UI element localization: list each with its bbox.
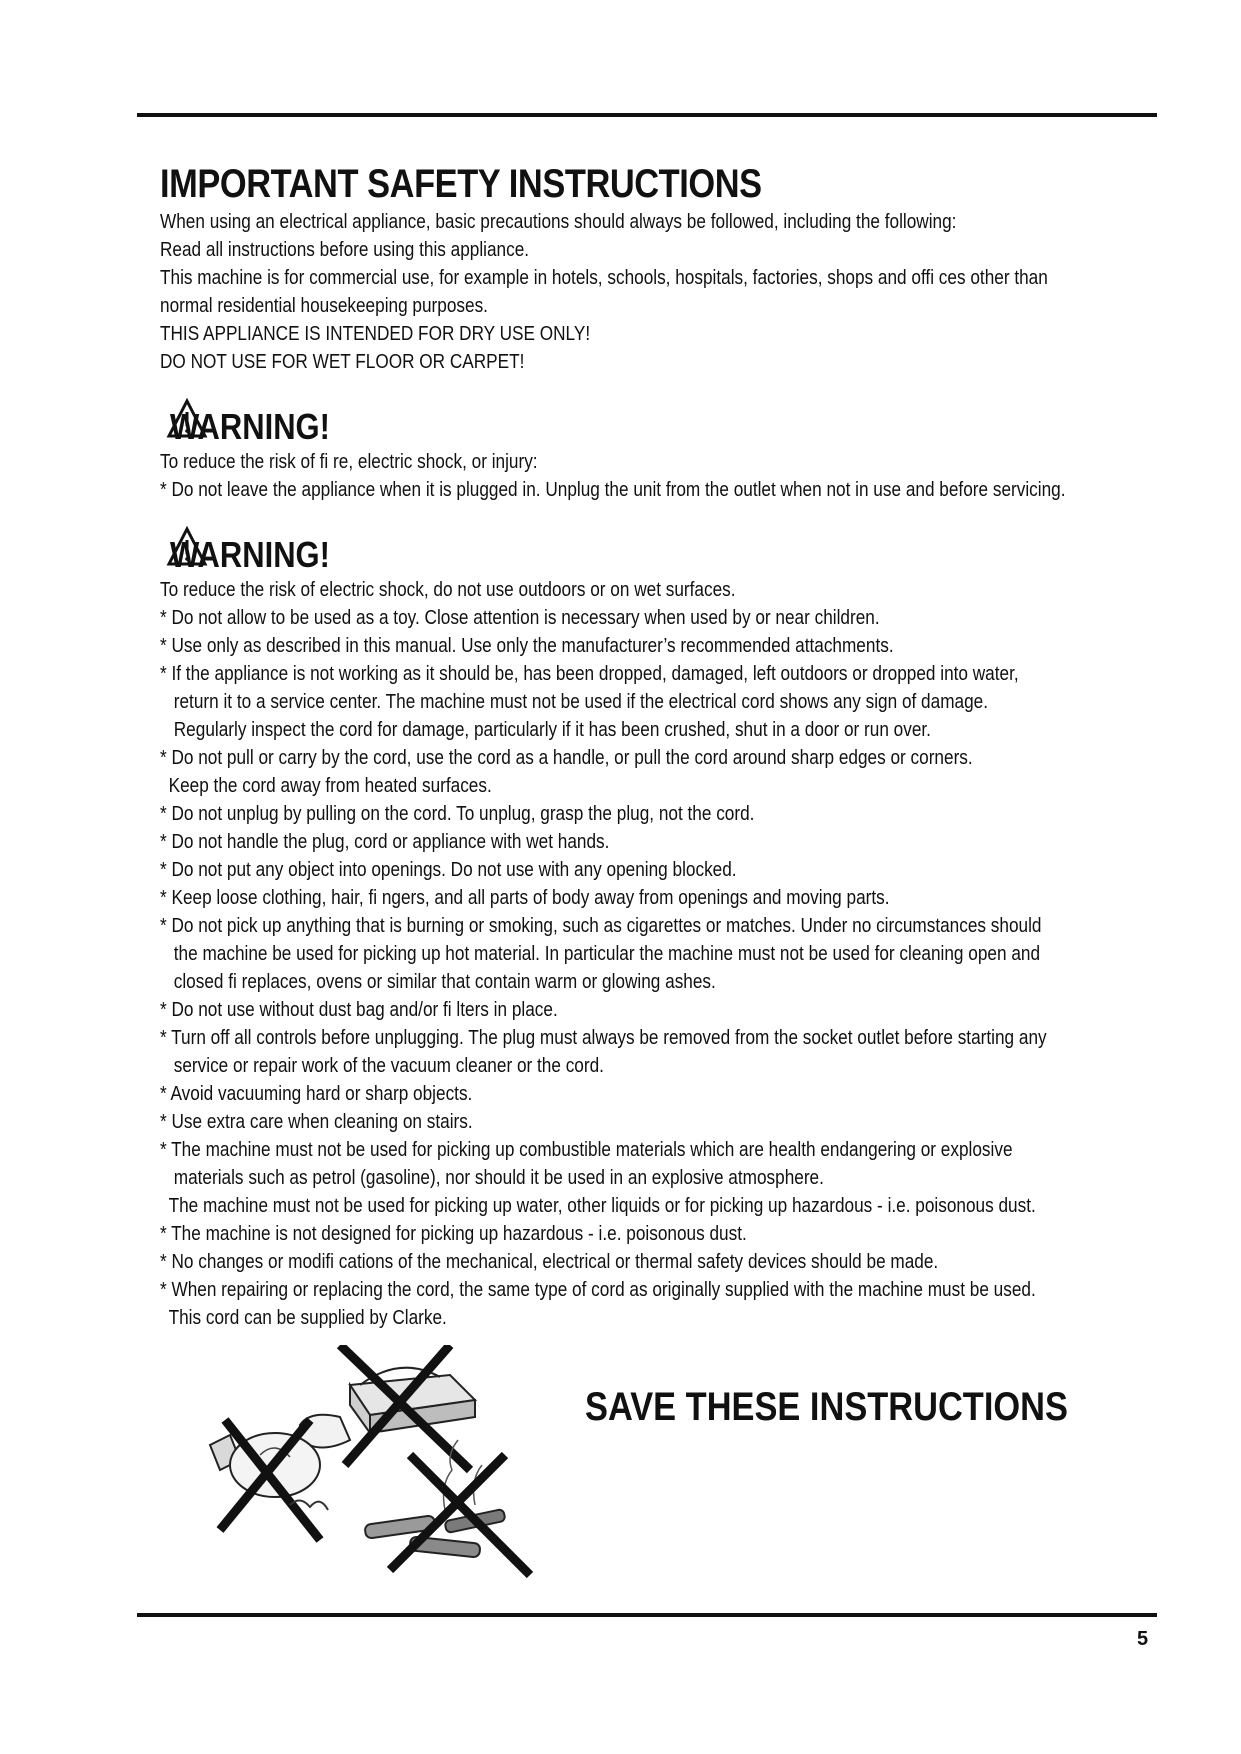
- intro-block: [160, 208, 1170, 376]
- w1-line: * Do not leave the appliance when it is plugged in. Unplug the unit from the outlet when not in use and before servicing.: [160, 479, 1066, 501]
- prohibited-uses-illustration: [200, 1345, 540, 1585]
- w2-line: service or repair work of the vacuum cleaner or the cord.: [173, 1055, 604, 1077]
- top-rule: [137, 113, 1157, 117]
- w2-line: * Do not unplug by pulling on the cord. To unplug, grasp the plug, not the cord.: [160, 803, 755, 825]
- intro-line: This machine is for commercial use, for example in hotels, schools, hospitals, factories, shops and offi ces other than: [160, 267, 1048, 289]
- w2-line: * The machine must not be used for picking up combustible materials which are health endangering or explosive: [160, 1139, 1013, 1161]
- w2-line: * Do not handle the plug, cord or appliance with wet hands.: [160, 831, 610, 853]
- w2-line: Regularly inspect the cord for damage, particularly if it has been crushed, shut in a door or run over.: [173, 719, 931, 741]
- warning-1-heading: [160, 402, 1170, 448]
- w2-line: * When repairing or replacing the cord, the same type of cord as originally supplied with the machine must be used.: [160, 1279, 1036, 1301]
- w2-line: * Keep loose clothing, hair, fi ngers, and all parts of body away from openings and moving parts.: [160, 887, 890, 909]
- vacuum-crossed-icon: [300, 1345, 475, 1470]
- w1-line: To reduce the risk of fi re, electric shock, or injury:: [160, 451, 538, 473]
- w2-line: * No changes or modifi cations of the mechanical, electrical or thermal safety devices should be made.: [160, 1251, 939, 1273]
- intro-line: DO NOT USE FOR WET FLOOR OR CARPET!: [160, 351, 525, 373]
- intro-line: normal residential housekeeping purposes.: [160, 295, 488, 317]
- w2-line: closed fi replaces, ovens or similar that contain warm or glowing ashes.: [173, 971, 716, 993]
- w2-line: The machine must not be used for picking up water, other liquids or for picking up hazardous - i.e. poisonous dust.: [168, 1195, 1036, 1217]
- bottom-rule: [137, 1613, 1157, 1617]
- burning-cigarettes-crossed-icon: [290, 1440, 530, 1575]
- w2-line: * Turn off all controls before unplugging. The plug must always be removed from the socket outlet before starting any: [160, 1027, 1047, 1049]
- warning-1-title: WARNING!: [170, 406, 330, 447]
- warning-2-heading: [160, 530, 1170, 576]
- w2-line: materials such as petrol (gasoline), nor should it be used in an explosive atmosphere.: [173, 1167, 824, 1189]
- w2-line: This cord can be supplied by Clarke.: [168, 1307, 447, 1329]
- w2-line: return it to a service center. The machine must not be used if the electrical cord shows any sign of damage.: [173, 691, 989, 713]
- w2-line: * Use extra care when cleaning on stairs.: [160, 1111, 473, 1133]
- intro-line: THIS APPLIANCE IS INTENDED FOR DRY USE ONLY!: [160, 323, 591, 345]
- save-instructions-heading: SAVE THESE INSTRUCTIONS: [585, 1385, 1068, 1429]
- w2-line: * Do not use without dust bag and/or fi lters in place.: [160, 999, 558, 1021]
- page-number: 5: [1137, 1628, 1149, 1650]
- w2-line: * Avoid vacuuming hard or sharp objects.: [160, 1083, 473, 1105]
- w2-line: Keep the cord away from heated surfaces.: [168, 775, 492, 797]
- w2-line: * Do not pick up anything that is burning or smoking, such as cigarettes or matches. Under no circumstances should: [160, 915, 1042, 937]
- w2-line: To reduce the risk of electric shock, do not use outdoors or on wet surfaces.: [160, 579, 736, 601]
- warning-1-block: [160, 448, 1170, 504]
- page-title: IMPORTANT SAFETY INSTRUCTIONS: [160, 162, 762, 206]
- intro-line: Read all instructions before using this appliance.: [160, 239, 530, 261]
- w2-line: the machine be used for picking up hot material. In particular the machine must not be used for cleaning open and: [173, 943, 1041, 965]
- warning-2-block: [160, 576, 1170, 1332]
- w2-line: * The machine is not designed for picking up hazardous - i.e. poisonous dust.: [160, 1223, 747, 1245]
- intro-line: When using an electrical appliance, basic precautions should always be followed, including the following:: [160, 211, 957, 233]
- w2-line: * Do not allow to be used as a toy. Close attention is necessary when used by or near children.: [160, 607, 880, 629]
- warning-2-title: WARNING!: [170, 534, 330, 575]
- w2-line: * Do not put any object into openings. Do not use with any opening blocked.: [160, 859, 737, 881]
- safety-content: [160, 162, 1170, 1332]
- w2-line: * If the appliance is not working as it should be, has been dropped, damaged, left outdoors or dropped into water,: [160, 663, 1019, 685]
- w2-line: * Use only as described in this manual. Use only the manufacturer’s recommended attachments.: [160, 635, 894, 657]
- w2-line: * Do not pull or carry by the cord, use the cord as a handle, or pull the cord around sharp edges or corners.: [160, 747, 973, 769]
